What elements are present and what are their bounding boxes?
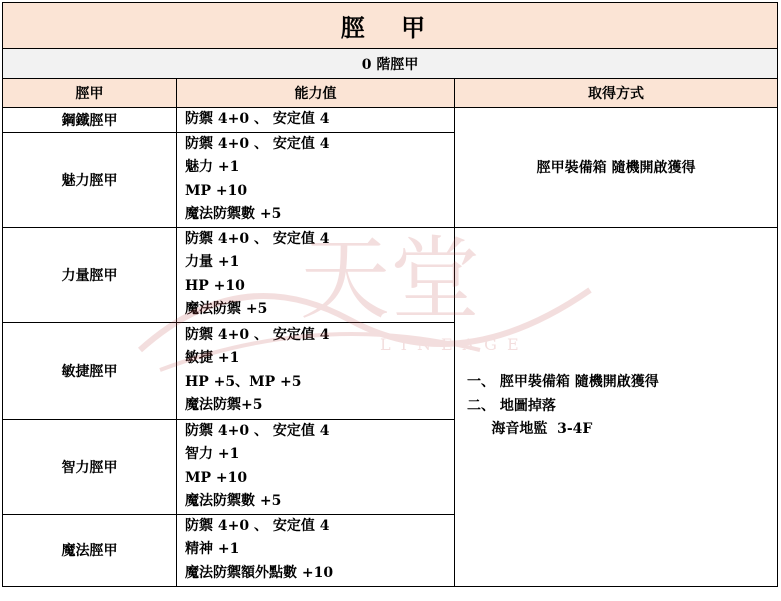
ability-line: 防禦 4+0 、 安定值 4 xyxy=(185,111,330,127)
ability-line: MP +10 xyxy=(185,469,248,486)
item-name: 魔法脛甲 xyxy=(3,514,177,586)
header-acquire: 取得方式 xyxy=(455,79,778,108)
ability-line: 魔法防禦數 +5 xyxy=(185,493,282,509)
ability-line: 防禦 4+0 、 安定值 4 xyxy=(185,326,330,343)
acquire-line: 一、 脛甲裝備箱 隨機開啟獲得 xyxy=(467,374,659,391)
ability-cell xyxy=(177,108,455,133)
ability-line: 精神 +1 xyxy=(185,541,240,558)
watermark-sub: LINEAGE xyxy=(380,335,529,354)
ability-cell xyxy=(177,322,455,419)
table-title: 脛 甲 xyxy=(3,3,778,49)
ability-cell xyxy=(177,132,455,227)
armor-table xyxy=(2,2,778,587)
ability-cell xyxy=(177,227,455,322)
ability-line: 魔法防禦數 +5 xyxy=(185,206,282,222)
acquire-line: 海音地監 3-4F xyxy=(467,421,593,438)
item-name: 智力脛甲 xyxy=(3,419,177,514)
ability-line: 防禦 4+0 、 安定值 4 xyxy=(185,517,330,534)
item-name: 敏捷脛甲 xyxy=(3,322,177,419)
ability-cell xyxy=(177,514,455,586)
item-name: 力量脛甲 xyxy=(3,227,177,322)
header-ability: 能力值 xyxy=(177,79,455,108)
ability-line: 防禦 4+0 、 安定值 4 xyxy=(185,230,330,247)
item-name: 魅力脛甲 xyxy=(3,132,177,227)
ability-line: 魔法防禦 +5 xyxy=(185,301,268,317)
acquire-group-1: 脛甲裝備箱 隨機開啟獲得 xyxy=(455,108,778,228)
ability-line: 魔法防禦額外點數 +10 xyxy=(185,564,334,581)
ability-line: HP +5、MP +5 xyxy=(185,373,302,390)
watermark-text: 天堂 xyxy=(300,227,480,332)
ability-line: 防禦 4+0 、 安定值 4 xyxy=(185,135,330,152)
ability-cell xyxy=(177,419,455,514)
tier-label: 0 階脛甲 xyxy=(3,49,778,79)
header-name: 脛甲 xyxy=(3,79,177,108)
item-name: 鋼鐵脛甲 xyxy=(3,108,177,133)
ability-line: 敏捷 +1 xyxy=(185,350,240,366)
ability-line: 防禦 4+0 、 安定值 4 xyxy=(185,422,330,439)
acquire-group-2 xyxy=(455,227,778,586)
ability-line: HP +10 xyxy=(185,277,245,294)
ability-line: MP +10 xyxy=(185,182,248,199)
ability-line: 魅力 +1 xyxy=(185,159,240,175)
ability-line: 智力 +1 xyxy=(185,446,240,462)
ability-line: 力量 +1 xyxy=(185,254,240,270)
acquire-line: 二、 地圖掉落 xyxy=(467,397,556,414)
ability-line: 魔法防禦+5 xyxy=(185,397,263,413)
